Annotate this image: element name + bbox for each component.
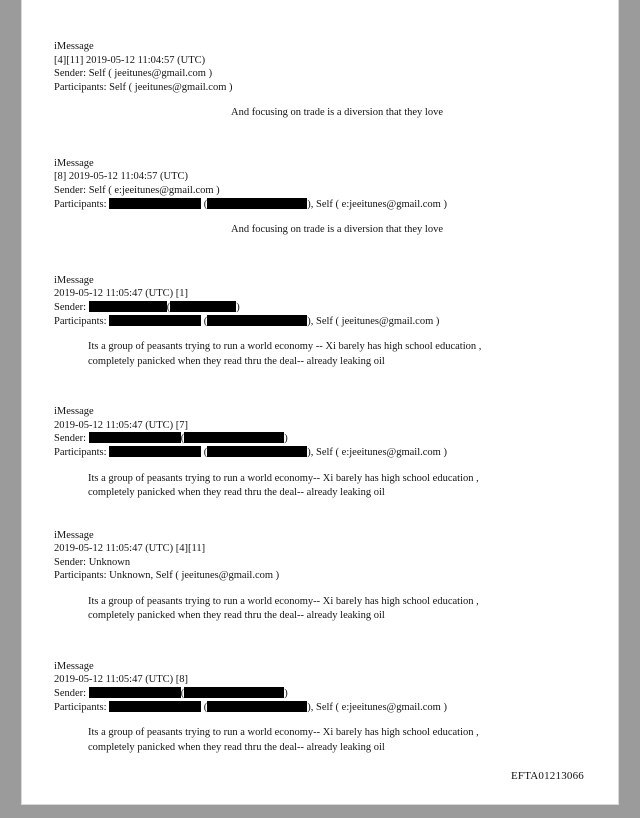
spacer [54, 383, 572, 405]
participants-paren-close: ) [307, 315, 311, 327]
redaction-bar [207, 315, 307, 326]
message-header [54, 274, 572, 328]
redaction-bar [109, 198, 201, 209]
document-bates-number: EFTA01213066 [510, 770, 584, 782]
document-page [22, 0, 618, 804]
redaction-bar [109, 446, 201, 457]
sender-label: Sender: [54, 185, 87, 197]
participants-suffix: , Self ( e:jeeitunes@gmail.com ) [310, 446, 447, 458]
participants-paren-open: ( [203, 446, 208, 458]
message-participants-line [54, 701, 572, 715]
sender-paren-close: ) [236, 301, 240, 313]
message-entry [54, 274, 572, 369]
participants-label: Participants: [54, 570, 107, 582]
spacer [54, 252, 572, 274]
redaction-bar [184, 687, 284, 698]
sender-value: Self ( e:jeeitunes@gmail.com ) [88, 185, 220, 197]
spacer [54, 638, 572, 660]
message-sender-line [54, 301, 572, 315]
message-participants-line [54, 446, 572, 460]
message-body: Its a group of peasants trying to run a world economy-- Xi barely has high school education , completely panicked when they read thru the deal-- already leaking oil [88, 727, 479, 753]
message-type: iMessage [54, 157, 94, 169]
message-header [54, 660, 572, 714]
message-sender-line [54, 556, 572, 570]
sender-paren-open: ( [166, 301, 171, 313]
message-body: Its a group of peasants trying to run a world economy-- Xi barely has high school education , completely panicked when they read thru the deal-- already leaking oil [88, 595, 479, 622]
participants-suffix: , Self ( e:jeeitunes@gmail.com ) [310, 701, 447, 713]
redaction-bar [207, 198, 307, 209]
sender-label: Sender: [54, 433, 87, 445]
spacer [54, 515, 572, 529]
message-entry [54, 40, 572, 121]
message-timestamp: [8] 2019-05-12 11:04:57 (UTC) [54, 171, 189, 183]
participants-value: Self ( jeeitunes@gmail.com ) [109, 81, 233, 93]
page-content [22, 0, 618, 804]
message-sender-line [54, 432, 572, 446]
participants-paren-close: ) [307, 446, 311, 458]
message-timestamp: 2019-05-12 11:05:47 (UTC) [7] [54, 419, 189, 431]
participants-paren-open: ( [203, 315, 208, 327]
sender-label: Sender: [54, 556, 87, 568]
redaction-bar [184, 432, 284, 443]
participants-label: Participants: [54, 701, 107, 713]
participants-label: Participants: [54, 81, 107, 93]
message-sender-line [54, 687, 572, 701]
message-sender-line [54, 184, 572, 198]
redaction-bar [207, 446, 307, 457]
sender-label: Sender: [54, 68, 87, 80]
redaction-bar [89, 301, 167, 312]
message-body: Its a group of peasants trying to run a world economy -- Xi barely has high school education , completely panicked when they read thru the deal-- already leaking oil [88, 341, 482, 367]
message-timestamp: 2019-05-12 11:05:47 (UTC) [8] [54, 674, 189, 686]
sender-paren-close: ) [284, 433, 288, 445]
sender-paren-close: ) [284, 688, 288, 700]
message-entry [54, 529, 572, 624]
spacer [54, 135, 572, 157]
message-entry [54, 405, 572, 500]
sender-paren-open: ( [180, 688, 185, 700]
message-header [54, 405, 572, 459]
participants-paren-close: ) [307, 701, 311, 713]
participants-label: Participants: [54, 446, 107, 458]
redaction-bar [89, 687, 181, 698]
message-entry [54, 157, 572, 238]
redaction-bar [109, 315, 201, 326]
message-timestamp: [4][11] 2019-05-12 11:04:57 (UTC) [54, 54, 206, 66]
participants-label: Participants: [54, 315, 107, 327]
redaction-bar [170, 301, 236, 312]
message-entry [54, 660, 572, 755]
message-header [54, 157, 572, 211]
participants-paren-close: ) [307, 198, 311, 210]
message-header [54, 40, 572, 94]
message-body: And focusing on trade is a diversion that they love [231, 224, 443, 236]
redaction-bar [89, 432, 181, 443]
message-sender-line [54, 67, 572, 81]
message-header [54, 529, 572, 583]
message-participants-line [54, 198, 572, 212]
message-body: Its a group of peasants trying to run a world economy-- Xi barely has high school education , completely panicked when they read thru the deal-- already leaking oil [88, 472, 479, 498]
message-type: iMessage [54, 660, 94, 672]
message-type: iMessage [54, 406, 94, 418]
message-body: And focusing on trade is a diversion that they love [231, 107, 443, 119]
message-type: iMessage [54, 274, 94, 286]
sender-value: Unknown [88, 556, 131, 568]
message-participants-line [54, 315, 572, 329]
message-timestamp: 2019-05-12 11:05:47 (UTC) [4][11] [54, 543, 206, 555]
message-type: iMessage [54, 41, 94, 52]
participants-paren-open: ( [203, 701, 208, 713]
participants-label: Participants: [54, 198, 107, 210]
redaction-bar [109, 701, 201, 712]
sender-paren-open: ( [180, 433, 185, 445]
participants-suffix: , Self ( jeeitunes@gmail.com ) [310, 315, 440, 327]
sender-label: Sender: [54, 301, 87, 313]
message-participants-line [54, 81, 572, 95]
participants-paren-open: ( [203, 198, 208, 210]
participants-value: Unknown, Self ( jeeitunes@gmail.com ) [109, 570, 280, 582]
sender-value: Self ( jeeitunes@gmail.com ) [88, 68, 213, 80]
sender-label: Sender: [54, 688, 87, 700]
message-timestamp: 2019-05-12 11:05:47 (UTC) [1] [54, 288, 189, 300]
participants-suffix: , Self ( e:jeeitunes@gmail.com ) [310, 198, 447, 210]
message-participants-line [54, 569, 572, 583]
redaction-bar [207, 701, 307, 712]
message-type: iMessage [54, 529, 94, 541]
